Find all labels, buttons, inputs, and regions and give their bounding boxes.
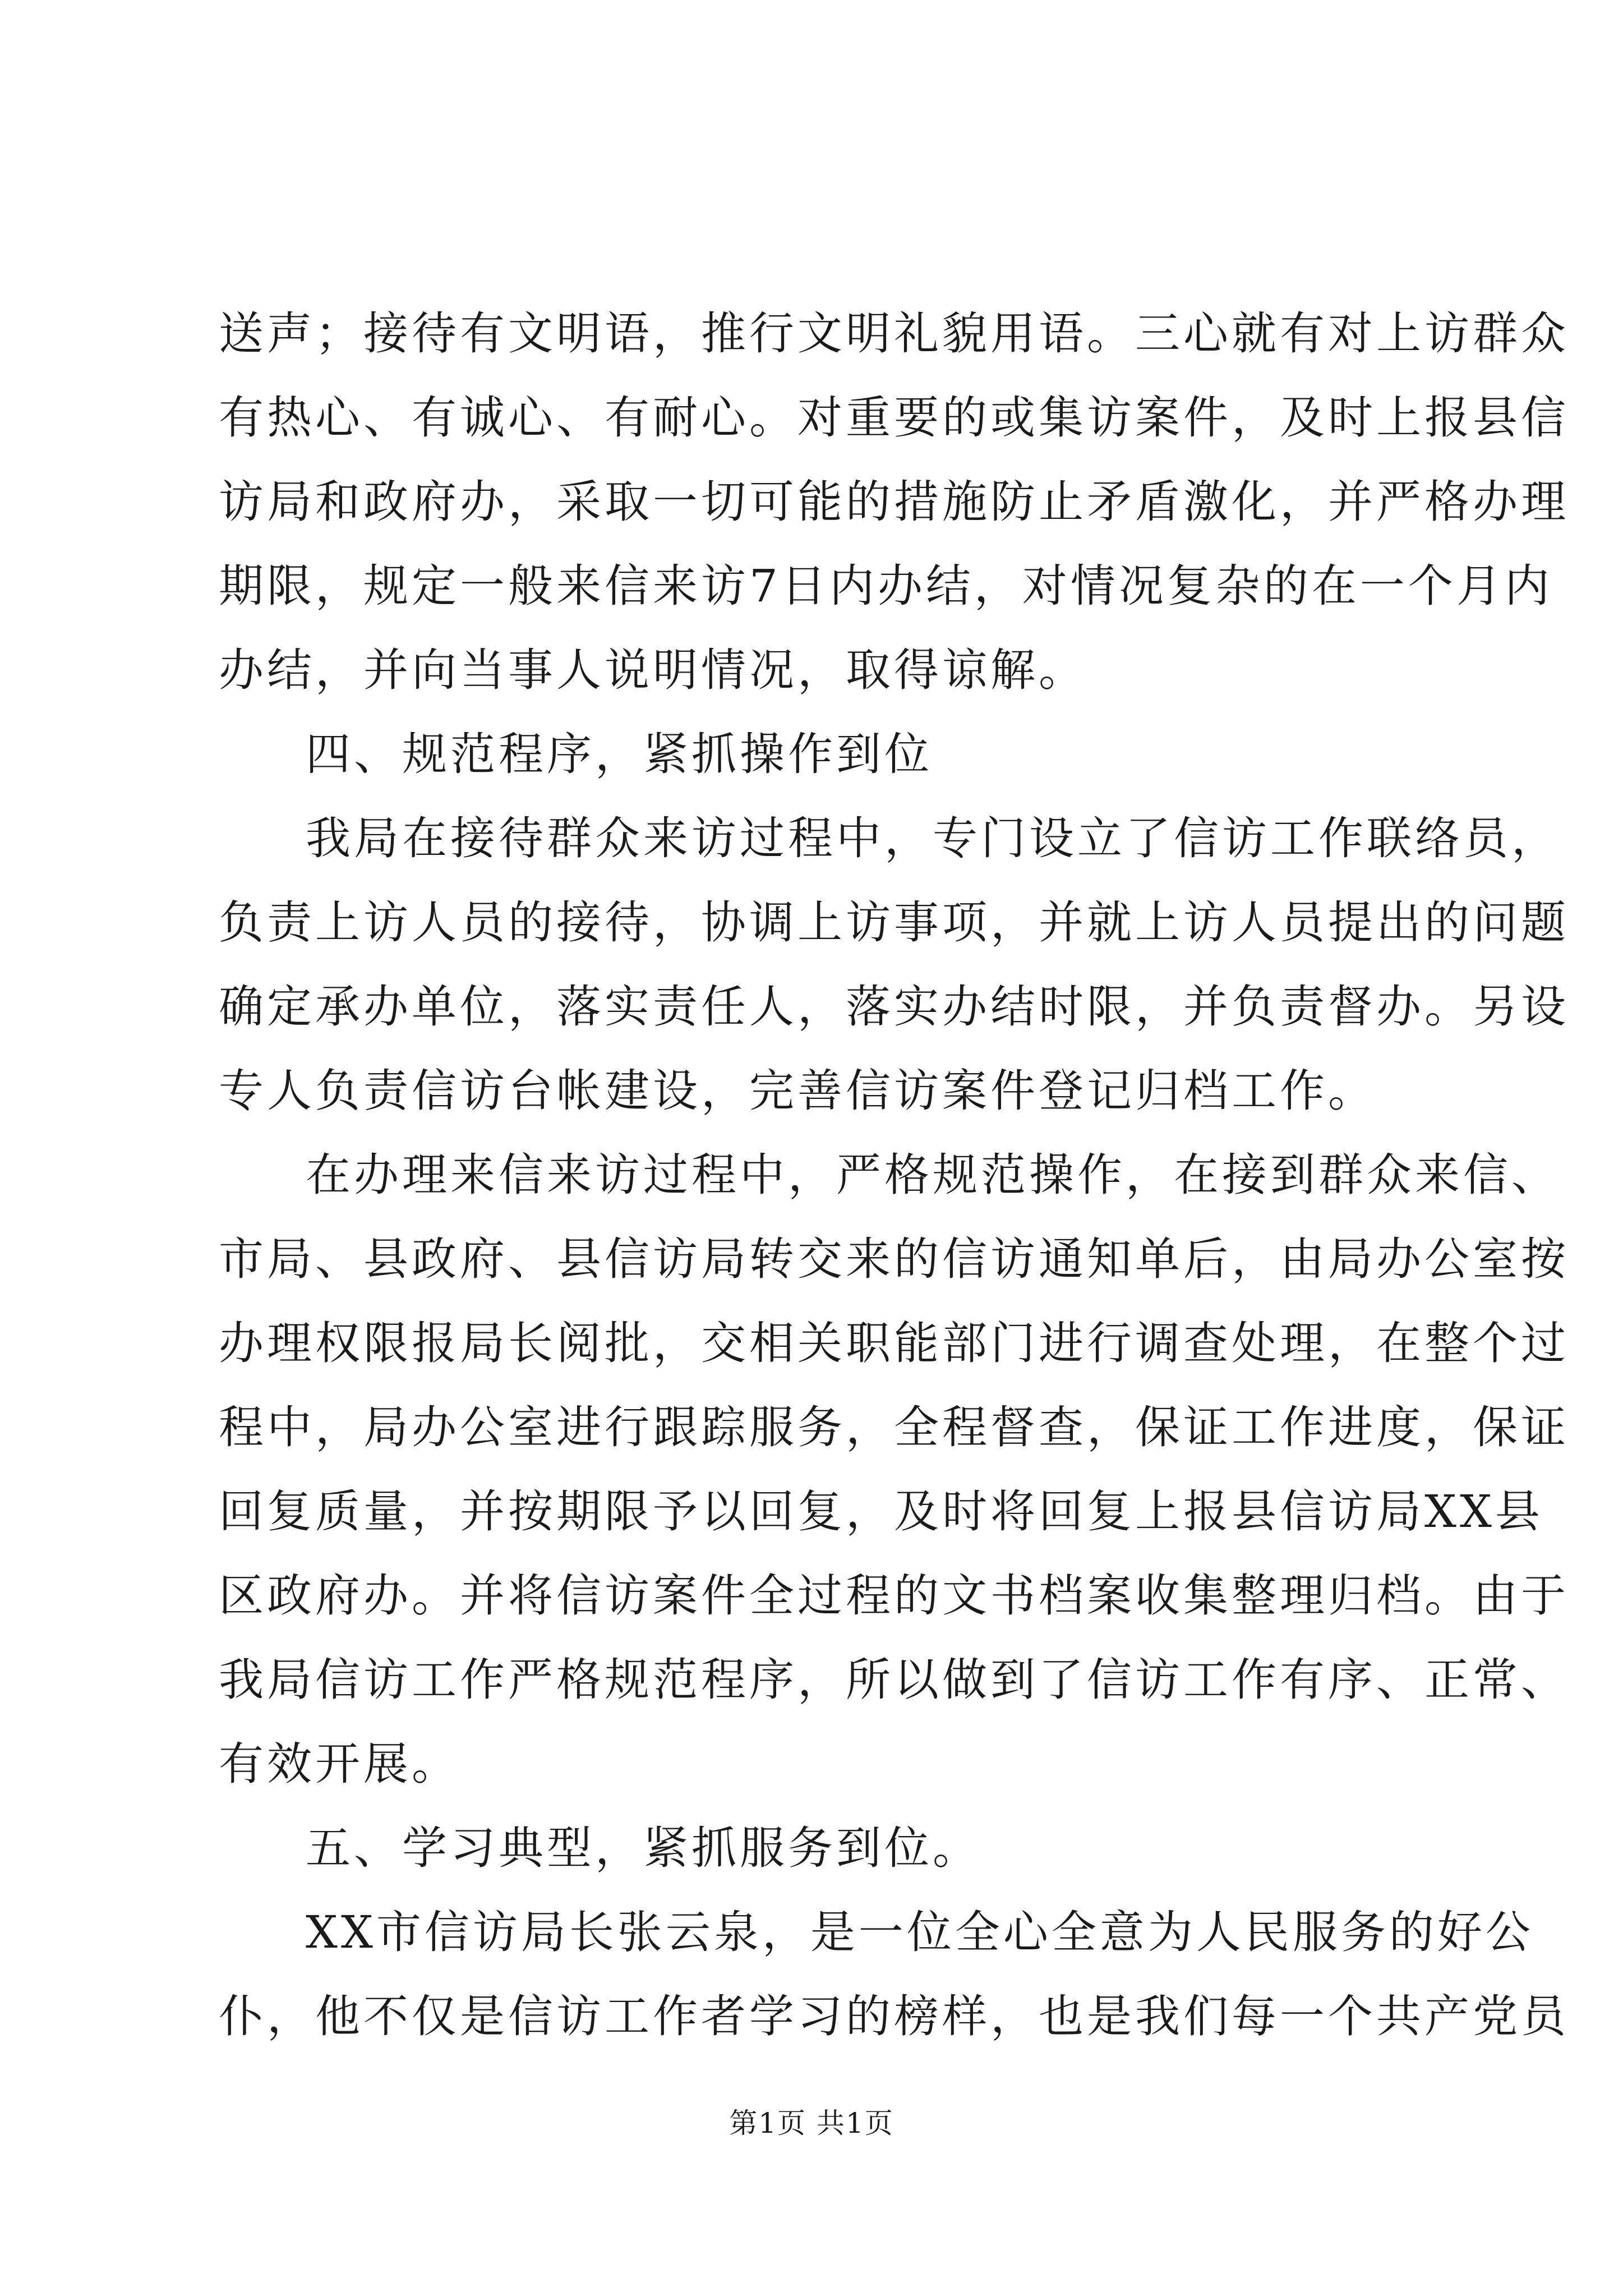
body-text-line: 有热心、有诚心、有耐心。对重要的或集访案件，及时上报县信 [219,392,1569,444]
body-text-line: XX市信访局长张云泉，是一位全心全意为人民服务的好公 [306,1906,1534,1958]
body-text-line: 我局在接待群众来访过程中，专门设立了信访工作联络员， [306,812,1560,864]
body-text-line: 有效开展。 [219,1738,460,1790]
body-text-line: 负责上访人员的接待，协调上访事项，并就上访人员提出的问题 [219,896,1569,949]
body-text-line: 访局和政府办，采取一切可能的措施防止矛盾激化，并严格办理 [219,476,1569,528]
body-text-line: 在办理来信来访过程中，严格规范操作，在接到群众来信、 [306,1149,1560,1201]
body-text-line: 办结，并向当事人说明情况，取得谅解。 [219,644,1087,696]
body-text-line: 期限，规定一般来信来访7日内办结，对情况复杂的在一个月内 [219,560,1553,612]
body-text-line: 区政府办。并将信访案件全过程的文书档案收集整理归档。由于 [219,1570,1569,1622]
section-heading: 五、学习典型，紧抓服务到位。 [306,1822,981,1874]
body-text-line: 送声；接待有文明语，推行文明礼貌用语。三心就有对上访群众 [219,307,1569,360]
body-text-line: 专人负责信访台帐建设，完善信访案件登记归档工作。 [219,1065,1376,1117]
body-text-line: 程中，局办公室进行跟踪服务，全程督查，保证工作进度，保证 [219,1401,1569,1453]
body-text-line: 回复质量，并按期限予以回复，及时将回复上报县信访局XX县 [219,1485,1543,1538]
body-text-line: 确定承办单位，落实责任人，落实办结时限，并负责督办。另设 [219,981,1569,1033]
page-number-footer: 第1页 共1页 [729,2107,894,2139]
body-text-line: 办理权限报局长阅批，交相关职能部门进行调查处理，在整个过 [219,1317,1569,1369]
body-text-line: 我局信访工作严格规范程序，所以做到了信访工作有序、正常、 [219,1654,1569,1706]
body-text-line: 仆，他不仅是信访工作者学习的榜样，也是我们每一个共产党员 [219,1990,1569,2042]
body-text-line: 市局、县政府、县信访局转交来的信访通知单后，由局办公室按 [219,1233,1569,1285]
section-heading: 四、规范程序，紧抓操作到位 [306,728,933,780]
